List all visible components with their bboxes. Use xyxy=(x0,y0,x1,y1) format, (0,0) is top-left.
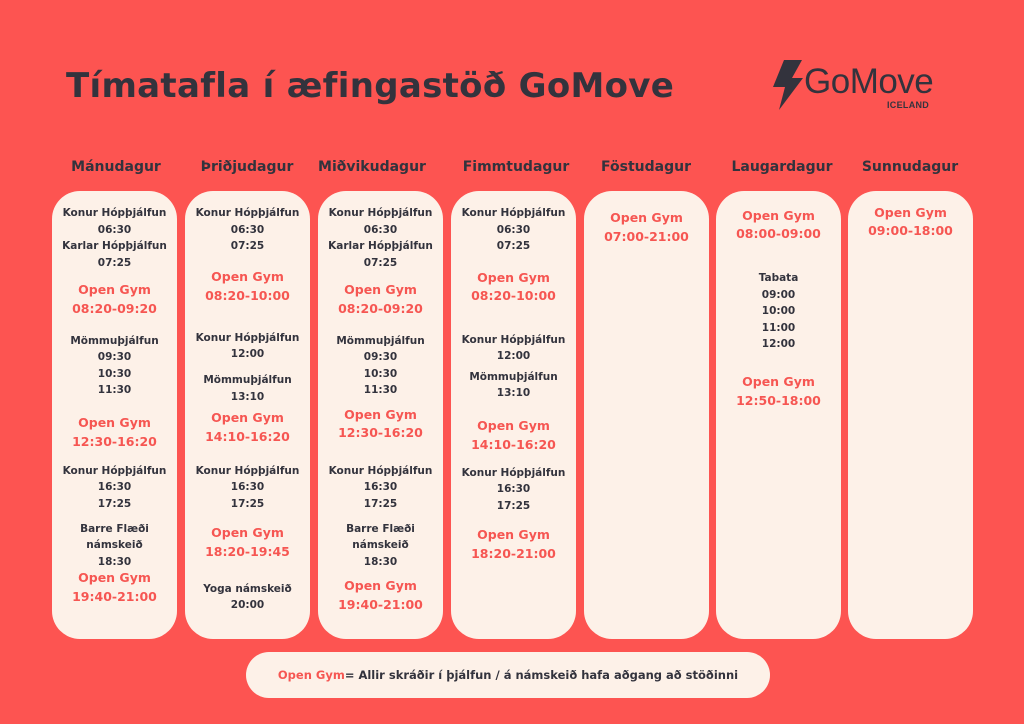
class-entry: 18:30 xyxy=(363,556,398,568)
logo-sub: ICELAND xyxy=(887,100,930,110)
class-entry: 12:00 xyxy=(230,348,265,360)
class-entry: Konur Hópþjálfun xyxy=(328,207,433,219)
legend-term: Open Gym xyxy=(277,668,345,682)
day-column xyxy=(716,191,841,639)
open-gym-entry: Open Gym xyxy=(477,270,550,285)
class-entry: 17:25 xyxy=(496,500,531,512)
class-entry: 16:30 xyxy=(230,481,265,493)
open-gym-entry: 08:20-09:20 xyxy=(72,301,157,316)
class-entry: 09:30 xyxy=(363,351,398,363)
open-gym-entry: 18:20-21:00 xyxy=(471,546,556,561)
open-gym-entry: 18:20-19:45 xyxy=(205,544,290,559)
day-column xyxy=(848,191,973,639)
class-entry: Konur Hópþjálfun xyxy=(461,334,566,346)
class-entry: 20:00 xyxy=(230,599,265,611)
class-entry: 09:00 xyxy=(761,289,796,301)
legend-description: = Allir skráðir í þjálfun / á námskeið hafa aðgang að stöðinni xyxy=(344,668,739,682)
class-entry: 11:00 xyxy=(761,322,796,334)
open-gym-entry: Open Gym xyxy=(742,208,815,223)
open-gym-entry: Open Gym xyxy=(477,418,550,433)
class-entry: Konur Hópþjálfun xyxy=(195,332,300,344)
open-gym-entry: Open Gym xyxy=(344,407,417,422)
class-entry: 17:25 xyxy=(230,498,265,510)
open-gym-entry: 07:00-21:00 xyxy=(604,229,689,244)
open-gym-entry: Open Gym xyxy=(874,205,947,220)
open-gym-entry: 08:20-10:00 xyxy=(205,288,290,303)
class-entry: Konur Hópþjálfun xyxy=(195,465,300,477)
class-entry: Barre Flæði xyxy=(346,523,415,535)
class-entry: 12:00 xyxy=(761,338,796,350)
day-header: Þriðjudagur xyxy=(200,159,294,175)
open-gym-entry: Open Gym xyxy=(610,210,683,225)
day-column xyxy=(318,191,443,639)
day-header: Laugardagur xyxy=(731,159,833,175)
class-entry: 17:25 xyxy=(363,498,398,510)
class-entry: námskeið xyxy=(352,539,409,551)
class-entry: 11:30 xyxy=(97,384,132,396)
open-gym-entry: 19:40-21:00 xyxy=(338,597,423,612)
gomove-logo xyxy=(768,58,938,118)
open-gym-entry: 12:30-16:20 xyxy=(72,434,157,449)
open-gym-entry: Open Gym xyxy=(211,410,284,425)
open-gym-entry: Open Gym xyxy=(78,570,151,585)
open-gym-entry: 08:20-10:00 xyxy=(471,288,556,303)
class-entry: Mömmuþjálfun xyxy=(336,335,425,347)
open-gym-entry: 19:40-21:00 xyxy=(72,589,157,604)
page-title: Tímatafla í æfingastöð GoMove xyxy=(66,66,675,106)
class-entry: 06:30 xyxy=(496,224,531,236)
class-entry: 07:25 xyxy=(230,240,265,252)
class-entry: 16:30 xyxy=(496,483,531,495)
class-entry: 18:30 xyxy=(97,556,132,568)
open-gym-entry: Open Gym xyxy=(78,415,151,430)
day-header: Sunnudagur xyxy=(861,159,959,175)
class-entry: 07:25 xyxy=(97,257,132,269)
class-entry: 11:30 xyxy=(363,384,398,396)
open-gym-entry: Open Gym xyxy=(211,269,284,284)
open-gym-entry: 14:10-16:20 xyxy=(471,437,556,452)
class-entry: 16:30 xyxy=(363,481,398,493)
open-gym-entry: 09:00-18:00 xyxy=(868,223,953,238)
class-entry: Konur Hópþjálfun xyxy=(195,207,300,219)
legend xyxy=(246,652,770,698)
day-column xyxy=(451,191,576,639)
open-gym-entry: 12:30-16:20 xyxy=(338,425,423,440)
class-entry: Konur Hópþjálfun xyxy=(62,465,167,477)
class-entry: 10:00 xyxy=(761,305,796,317)
lightning-bolt-icon xyxy=(770,60,804,110)
class-entry: Barre Flæði xyxy=(80,523,149,535)
open-gym-entry: 08:00-09:00 xyxy=(736,226,821,241)
open-gym-entry: Open Gym xyxy=(742,374,815,389)
class-entry: 06:30 xyxy=(363,224,398,236)
class-entry: 06:30 xyxy=(97,224,132,236)
open-gym-entry: Open Gym xyxy=(344,578,417,593)
class-entry: 06:30 xyxy=(230,224,265,236)
day-column xyxy=(185,191,310,639)
open-gym-entry: 12:50-18:00 xyxy=(736,393,821,408)
open-gym-entry: Open Gym xyxy=(78,282,151,297)
class-entry: 16:30 xyxy=(97,481,132,493)
class-entry: 09:30 xyxy=(97,351,132,363)
class-entry: Mömmuþjálfun xyxy=(203,374,292,386)
class-entry: 12:00 xyxy=(496,350,531,362)
class-entry: Konur Hópþjálfun xyxy=(328,465,433,477)
day-column xyxy=(584,191,709,639)
class-entry: Mömmuþjálfun xyxy=(469,371,558,383)
class-entry: 10:30 xyxy=(97,368,132,380)
class-entry: 07:25 xyxy=(363,257,398,269)
day-column xyxy=(52,191,177,639)
open-gym-entry: Open Gym xyxy=(211,525,284,540)
class-entry: Mömmuþjálfun xyxy=(70,335,159,347)
class-entry: Yoga námskeið xyxy=(203,583,292,595)
day-header: Fimmtudagur xyxy=(462,159,570,175)
open-gym-entry: Open Gym xyxy=(477,527,550,542)
day-header: Mánudagur xyxy=(71,159,161,175)
class-entry: 17:25 xyxy=(97,498,132,510)
class-entry: Karlar Hópþjálfun xyxy=(328,240,433,252)
class-entry: Tabata xyxy=(758,272,799,284)
class-entry: 13:10 xyxy=(496,387,531,399)
logo-brand: GoMove xyxy=(804,62,934,101)
class-entry: 13:10 xyxy=(230,391,265,403)
class-entry: Karlar Hópþjálfun xyxy=(62,240,167,252)
open-gym-entry: Open Gym xyxy=(344,282,417,297)
day-header: Föstudagur xyxy=(601,159,691,175)
class-entry: Konur Hópþjálfun xyxy=(62,207,167,219)
class-entry: 10:30 xyxy=(363,368,398,380)
open-gym-entry: 14:10-16:20 xyxy=(205,429,290,444)
class-entry: Konur Hópþjálfun xyxy=(461,207,566,219)
class-entry: námskeið xyxy=(86,539,143,551)
class-entry: Konur Hópþjálfun xyxy=(461,467,566,479)
class-entry: 07:25 xyxy=(496,240,531,252)
open-gym-entry: 08:20-09:20 xyxy=(338,301,423,316)
day-header: Miðvikudagur xyxy=(318,159,426,175)
